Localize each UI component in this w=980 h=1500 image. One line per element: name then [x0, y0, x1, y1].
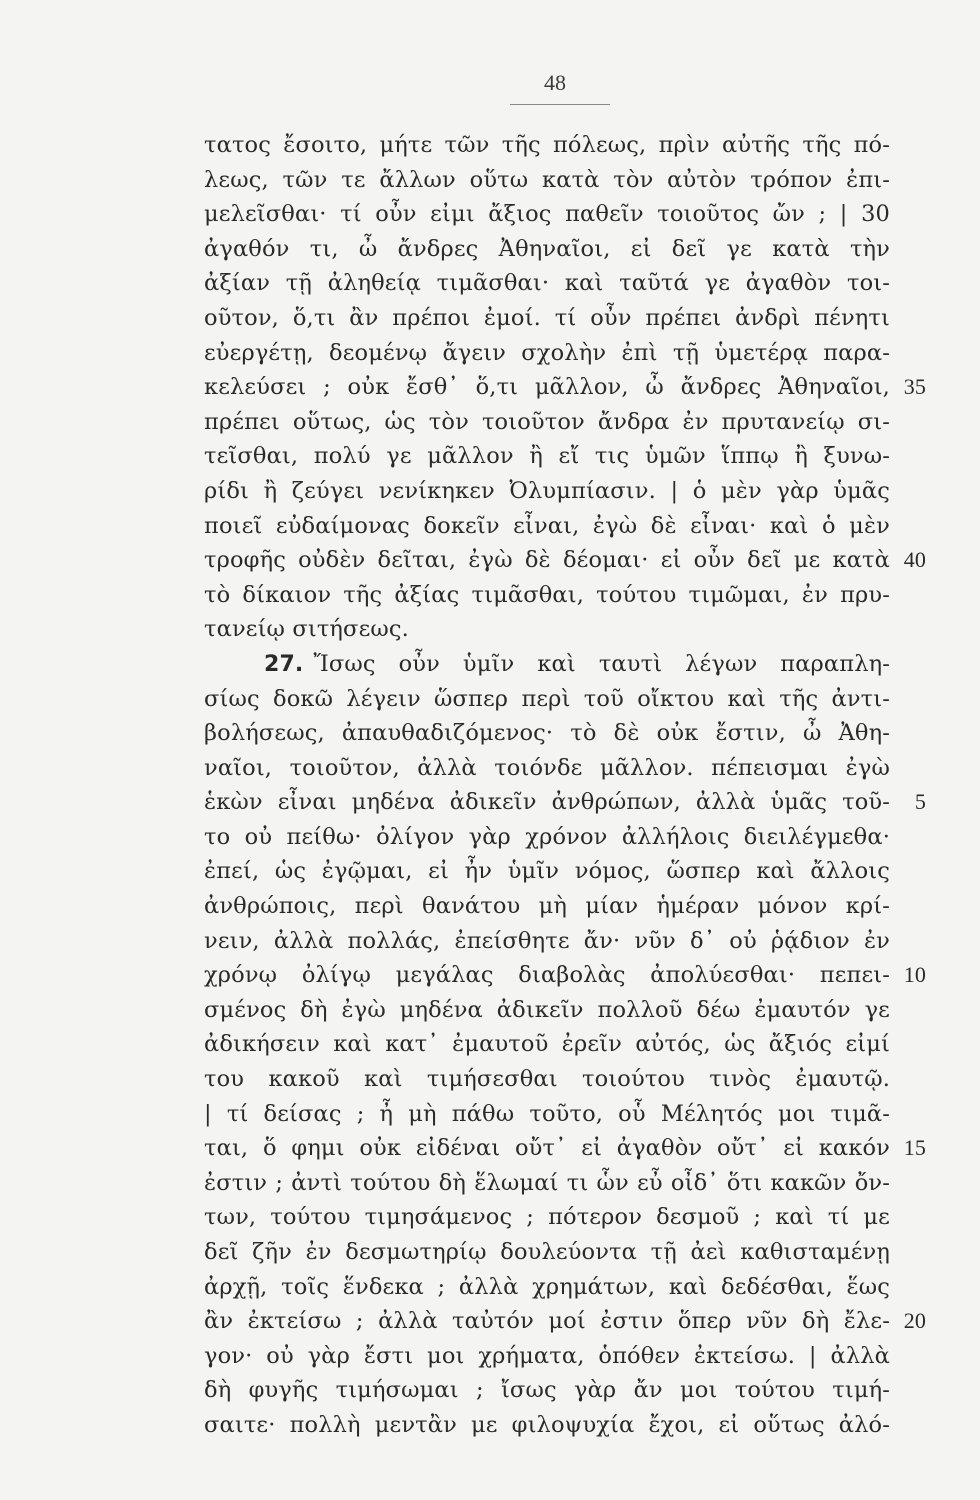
text-line: [204, 163, 890, 198]
text-line-content: ναῖοι, τοιοῦτον, ἀλλὰ τοιόνδε μᾶλλον. πέπεισμαι ἐγὼ: [204, 754, 890, 781]
text-line: [204, 1097, 890, 1132]
text-line-content: τανείῳ σιτήσεως.: [204, 616, 409, 643]
text-line: [204, 1235, 890, 1270]
text-line-content: δὴ φυγῆς τιμήσωμαι ; ἴσως γὰρ ἄν μοι τούτου τιμή-: [204, 1377, 890, 1404]
text-line: [204, 785, 926, 820]
text-line-content: ἀγαθόν τι, ὦ ἄνδρες Ἀθηναῖοι, εἰ δεῖ γε κατὰ τὴν: [204, 235, 890, 262]
text-line: [204, 958, 926, 993]
text-line-content: εὐεργέτῃ, δεομένῳ ἄγειν σχολὴν ἐπὶ τῇ ὑμετέρᾳ παρα-: [204, 339, 890, 366]
text-line-content: του κακοῦ καὶ τιμήσεσθαι τοιούτου τινὸς ἐμαυτῷ.: [204, 1066, 890, 1093]
text-line-content: τατος ἔσοιτο, μήτε τῶν τῆς πόλεως, πρὶν αὐτῆς τῆς πό-: [204, 132, 890, 158]
text-line-content: τεῖσθαι, πολύ γε μᾶλλον ἢ εἴ τις ὑμῶν ἵππῳ ἢ ξυνω-: [204, 443, 890, 470]
text-line-content: πρέπει οὕτως, ὡς τὸν τοιοῦτον ἄνδρα ἐν πρυτανείῳ σι-: [204, 408, 890, 435]
text-line: [204, 474, 890, 509]
text-line-content: ρίδι ἢ ζεύγει νενίκηκεν Ὀλυμπίασιν. | ὁ μὲν γὰρ ὑμᾶς: [204, 477, 890, 504]
text-line: [204, 509, 890, 544]
text-line-content: το οὐ πείθω· ὀλίγον γὰρ χρόνον ἀλλήλοις διειλέγμεθα·: [204, 823, 890, 850]
text-line: [204, 1373, 890, 1408]
text-line: [204, 751, 890, 786]
text-line: [204, 232, 890, 267]
line-number: 40: [903, 547, 926, 573]
text-line-content: οῦτον, ὅ,τι ἂν πρέποι ἐμοί. τί οὖν πρέπει ἀνδρὶ πένητι: [204, 304, 890, 331]
text-line: [204, 1166, 890, 1201]
text-line-content: χρόνῳ ὀλίγῳ μεγάλας διαβολὰς ἀπολύεσθαι· πεπει-: [204, 962, 890, 989]
text-line: [204, 1027, 890, 1062]
text-line: [204, 924, 890, 959]
page-number: 48: [544, 70, 566, 95]
text-line: [204, 716, 890, 751]
text-line: [204, 1062, 890, 1097]
page-number-rule: [510, 104, 610, 105]
text-line: [204, 1200, 890, 1235]
text-line: [204, 336, 890, 371]
text-line: [204, 543, 926, 578]
text-line-content: σαιτε· πολλὴ μεντἂν με φιλοψυχία ἔχοι, εἰ οὕτως ἀλό-: [204, 1411, 890, 1438]
text-line-content: τὸ δίκαιον τῆς ἀξίας τιμᾶσθαι, τούτου τιμῶμαι, ἐν πρυ-: [204, 581, 890, 608]
text-line: [204, 578, 890, 613]
text-line-content: ἀρχῇ, τοῖς ἕνδεκα ; ἀλλὰ χρημάτων, καὶ δεδέσθαι, ἕως: [204, 1273, 890, 1300]
line-number: 10: [903, 962, 926, 988]
text-line-content: ἐπεί, ὡς ἐγῷμαι, εἰ ἦν ὑμῖν νόμος, ὥσπερ καὶ ἄλλοις: [204, 858, 890, 885]
text-line: [204, 647, 890, 682]
text-line-content: γον· οὐ γὰρ ἔστι μοι χρήματα, ὁπόθεν ἐκτείσω. | ἀλλὰ: [204, 1342, 890, 1369]
text-line: [204, 682, 890, 717]
text-line-content: λεως, τῶν τε ἄλλων οὕτω κατὰ τὸν αὐτὸν τρόπον ἐπι-: [204, 166, 890, 193]
text-line-content: σίως δοκῶ λέγειν ὥσπερ περὶ τοῦ οἴκτου καὶ τῆς ἀντι-: [204, 685, 890, 712]
text-line: [204, 612, 890, 647]
text-line: [204, 128, 890, 163]
text-line: [204, 1339, 890, 1374]
text-line-content: μελεῖσθαι· τί οὖν εἰμι ἄξιος παθεῖν τοιοῦτος ὤν ; | 30: [204, 201, 890, 228]
line-number: 5: [914, 789, 926, 815]
text-line-content: ἀξίαν τῇ ἀληθείᾳ τιμᾶσθαι· καὶ ταῦτά γε ἀγαθὸν τοι-: [204, 270, 890, 297]
text-line: [204, 1131, 926, 1166]
line-number: 35: [903, 374, 926, 400]
text-line-content: ται, ὅ φημι οὐκ εἰδέναι οὔτ᾽ εἰ ἀγαθὸν οὔτ᾽ εἰ κακόν: [204, 1135, 890, 1162]
text-line-content: ποιεῖ εὐδαίμονας δοκεῖν εἶναι, ἐγὼ δὲ εἶναι· καὶ ὁ μὲν: [204, 512, 890, 539]
text-line: [204, 439, 890, 474]
text-line: [204, 854, 890, 889]
text-line-content: ἂν ἐκτείσω ; ἀλλὰ ταὐτόν μοί ἐστιν ὅπερ νῦν δὴ ἔλε-: [204, 1308, 890, 1335]
greek-text-body: [204, 128, 926, 1443]
text-line: [204, 405, 890, 440]
text-line: [204, 889, 890, 924]
text-line: [204, 1408, 890, 1443]
text-line-content: ἑκὼν εἶναι μηδένα ἀδικεῖν ἀνθρώπων, ἀλλὰ ὑμᾶς τοῦ-: [204, 789, 890, 816]
text-line: [204, 1270, 890, 1305]
text-line-content: ἐστιν ; ἀντὶ τούτου δὴ ἕλωμαί τι ὧν εὖ οἶδ᾽ ὅτι κακῶν ὄν-: [204, 1169, 890, 1196]
text-line-content: ἀνθρώποις, περὶ θανάτου μὴ μίαν ἡμέραν μόνον κρί-: [204, 893, 890, 920]
text-line: [204, 266, 890, 301]
chapter-number: 27.: [264, 651, 304, 677]
text-line-content: των, τούτου τιμησάμενος ; πότερον δεσμοῦ ; καὶ τί με: [204, 1204, 890, 1231]
text-line: [204, 820, 890, 855]
text-line-content: βολήσεως, ἀπαυθαδιζόμενος· τὸ δὲ οὐκ ἔστιν, ὦ Ἀθη-: [204, 720, 890, 747]
text-line: [204, 1304, 926, 1339]
chapter-first-line: Ἴσως οὖν ὑμῖν καὶ ταυτὶ λέγων παραπλη-: [313, 650, 890, 677]
text-line-content: δεῖ ζῆν ἐν δεσμωτηρίῳ δουλεύοντα τῇ ἀεὶ καθισταμένῃ: [204, 1239, 890, 1265]
text-line-content: νειν, ἀλλὰ πολλάς, ἐπείσθητε ἄν· νῦν δ᾽ οὐ ῥᾴδιον ἐν: [204, 927, 890, 954]
text-line: [204, 370, 926, 405]
text-line-content: [204, 647, 890, 683]
text-line-content: κελεύσει ; οὐκ ἔσθ᾽ ὅ,τι μᾶλλον, ὦ ἄνδρες Ἀθηναῖοι,: [204, 374, 890, 401]
text-line: [204, 301, 890, 336]
text-line: [204, 197, 890, 232]
text-line-content: τροφῆς οὐδὲν δεῖται, ἐγὼ δὲ δέομαι· εἰ οὖν δεῖ με κατὰ: [204, 547, 890, 574]
text-line: [204, 993, 890, 1028]
text-line-content: | τί δείσας ; ἦ μὴ πάθω τοῦτο, οὗ Μέλητός μοι τιμᾶ-: [204, 1100, 890, 1127]
line-number: 20: [903, 1308, 926, 1334]
line-number: 15: [903, 1135, 926, 1161]
text-line-content: σμένος δὴ ἐγὼ μηδένα ἀδικεῖν πολλοῦ δέω ἐμαυτόν γε: [204, 996, 890, 1023]
text-line-content: ἀδικήσειν καὶ κατ᾽ ἐμαυτοῦ ἐρεῖν αὐτός, ὡς ἄξιός εἰμί: [204, 1031, 890, 1058]
